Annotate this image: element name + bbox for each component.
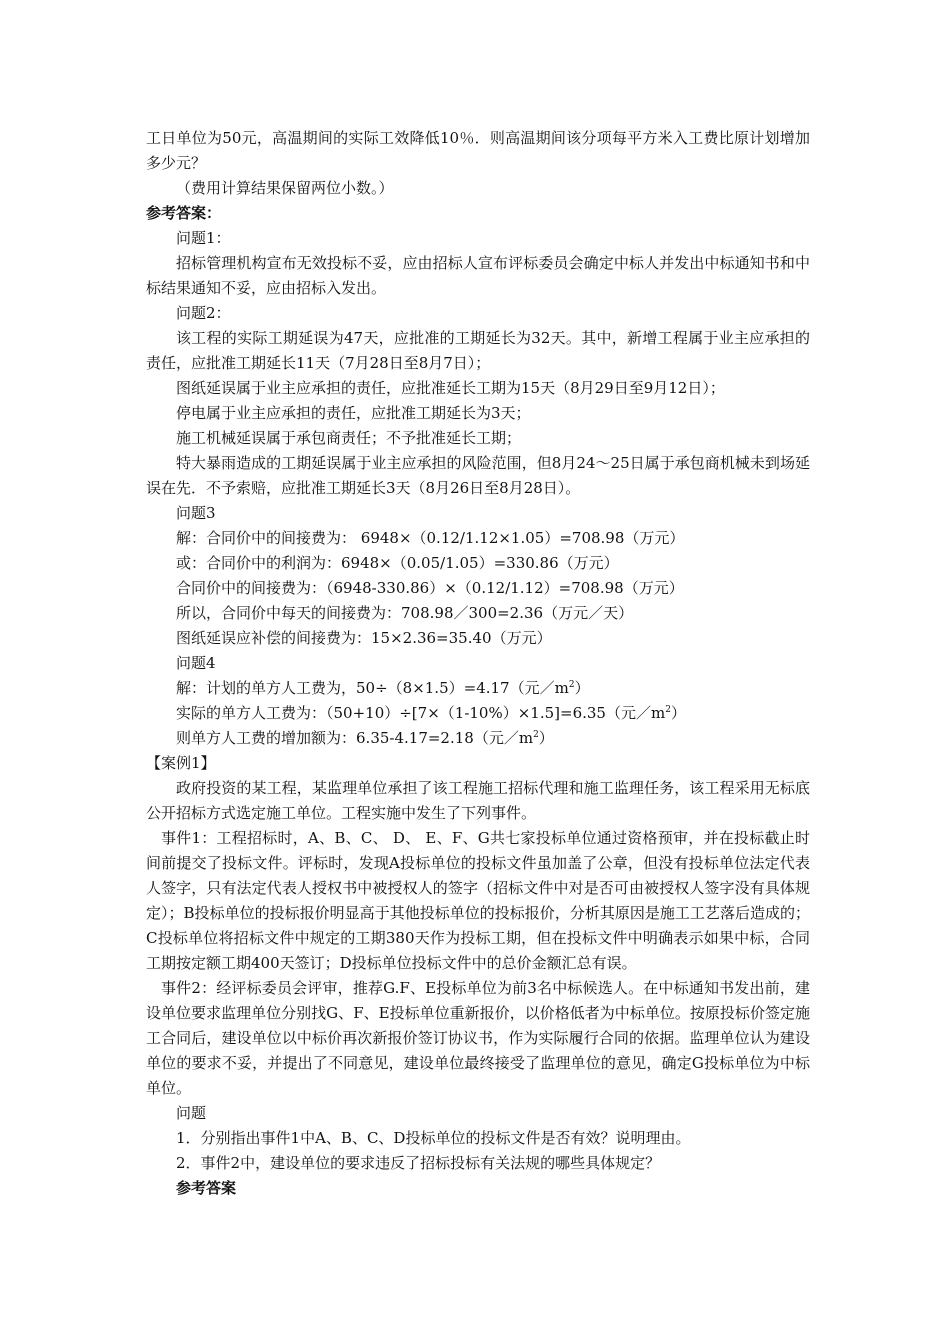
paragraph-text: 【案例1】 <box>146 754 216 772</box>
paragraph <box>146 226 810 251</box>
paragraph-text: 参考答案： <box>146 204 222 222</box>
paragraph <box>146 726 810 751</box>
paragraph-text: 特大暴雨造成的工期延误属于业主应承担的风险范围，但8月24～25日属于承包商机械未到场延误在先．不予索赔，应批准工期延长3天（8月26日至8月28日）。 <box>146 454 810 497</box>
paragraph <box>146 976 810 1101</box>
paragraph-text: 问题3 <box>176 504 216 522</box>
paragraph <box>146 501 810 526</box>
paragraph-text: 解：合同价中的间接费为： 6948×（0.12/1.12×1.05）=708.98（万元） <box>176 529 685 547</box>
paragraph-tail: ） <box>574 679 590 697</box>
paragraph <box>146 626 810 651</box>
paragraph <box>146 551 810 576</box>
paragraph <box>146 301 810 326</box>
paragraph-text: 工日单位为50元，高温期间的实际工效降低10％．则高温期间该分项每平方米入工费比原计划增加多少元？ <box>146 129 810 172</box>
paragraph <box>146 526 810 551</box>
paragraph <box>146 251 810 301</box>
paragraph <box>146 451 810 501</box>
paragraph <box>146 676 810 701</box>
paragraph-text: 参考答案 <box>176 1179 237 1197</box>
paragraph <box>146 776 810 826</box>
paragraph <box>146 126 810 176</box>
paragraph-text: （费用计算结果保留两位小数。） <box>176 179 394 197</box>
paragraph-text: 1．分别指出事件1中A、B、C、D投标单位的投标文件是否有效？说明理由。 <box>176 1129 691 1147</box>
paragraph-tail: ） <box>538 729 554 747</box>
paragraph <box>146 201 810 226</box>
paragraph <box>146 651 810 676</box>
paragraph-text: 问题 <box>176 1104 207 1122</box>
paragraph-text: 实际的单方人工费为：（50+10）÷[7×（1-10%）×1.5]=6.35（元／m <box>176 704 666 722</box>
paragraph-text: 招标管理机构宣布无效投标不妥，应由招标人宣布评标委员会确定中标人并发出中标通知书和中标结果通知不妥，应由招标入发出。 <box>146 254 810 297</box>
superscript: 2 <box>568 680 575 690</box>
paragraph-text: 解：计划的单方人工费为，50÷（8×1.5）=4.17（元／m <box>176 679 569 697</box>
paragraph <box>146 176 810 201</box>
paragraph <box>146 826 810 976</box>
paragraph-text: 图纸延误属于业主应承担的责任，应批准延长工期为15天（8月29日至9月12日）； <box>176 379 725 397</box>
paragraph <box>146 326 810 376</box>
paragraph-text: 问题4 <box>176 654 216 672</box>
paragraph-text: 所以，合同价中每天的间接费为：708.98／300=2.36（万元／天） <box>176 604 634 622</box>
paragraph <box>146 601 810 626</box>
paragraph-text: 问题1： <box>176 229 231 247</box>
paragraph-text: 事件1：工程招标时，A、B、C、 D、 E、F、G共七家投标单位通过资格预审，并在投标截止时间前提交了投标文件。评标时，发现A投标单位的投标文件虽加盖了公章，但没有投标单位法定代表人签字，只有法定代表人授权书中被授权人的签字（招标文件中对是否可由被授权人签字没有具体规定）；B投标单位的投标报价明显高于其他投标单位的投标报价，分析其原因是施工工艺落后造成的；C投标单位将招标文件中规定的工期380天作为投标工期，但在投标文件中明确表示如果中标，合同工期按定额工期400天签订；D投标单位投标文件中的总价金额汇总有误。 <box>146 829 810 972</box>
paragraph-text: 合同价中的间接费为：（6948-330.86）×（0.12/1.12）=708.98（万元） <box>176 579 684 597</box>
paragraph-text: 政府投资的某工程，某监理单位承担了该工程施工招标代理和施工监理任务，该工程采用无标底公开招标方式选定施工单位。工程实施中发生了下列事件。 <box>146 779 810 822</box>
paragraph <box>146 751 810 776</box>
paragraph-text: 图纸延误应补偿的间接费为：15×2.36=35.40（万元） <box>176 629 552 647</box>
paragraph-text: 事件2：经评标委员会评审，推荐G.F、E投标单位为前3名中标候选人。在中标通知书发出前，建设单位要求监理单位分别找G、F、E投标单位重新报价，以价格低者为中标单位。按原投标价签定施工合同后，建设单位以中标价再次新报价签订协议书，作为实际履行合同的依据。监理单位认为建设单位的要求不妥，并提出了不同意见，建设单位最终接受了监理单位的意见，确定G投标单位为中标单位。 <box>146 979 810 1097</box>
paragraph-text: 或：合同价中的利润为：6948×（0.05/1.05）=330.86（万元） <box>176 554 619 572</box>
superscript: 2 <box>665 705 671 715</box>
paragraph-text: 问题2： <box>176 304 231 322</box>
paragraph-tail: ） <box>670 704 686 722</box>
paragraph <box>146 576 810 601</box>
paragraph <box>146 1101 810 1126</box>
paragraph-text: 该工程的实际工期延误为47天，应批准的工期延长为32天。其中，新增工程属于业主应承担的责任，应批准工期延长11天（7月28日至8月7日）； <box>146 329 810 372</box>
paragraph <box>146 1126 810 1151</box>
paragraph-text: 2．事件2中，建设单位的要求违反了招标投标有关法规的哪些具体规定？ <box>176 1154 661 1172</box>
paragraph-text: 停电属于业主应承担的责任，应批准工期延长为3天； <box>176 404 531 422</box>
superscript: 2 <box>533 730 539 740</box>
paragraph <box>146 376 810 401</box>
paragraph-text: 则单方人工费的增加额为：6.35-4.17=2.18（元／m <box>176 729 534 747</box>
paragraph <box>146 401 810 426</box>
paragraph <box>146 426 810 451</box>
paragraph <box>146 1176 810 1201</box>
paragraph <box>146 701 810 726</box>
paragraph-text: 施工机械延误属于承包商责任；不予批准延长工期； <box>176 429 522 447</box>
document-body <box>146 126 810 1201</box>
paragraph <box>146 1151 810 1176</box>
